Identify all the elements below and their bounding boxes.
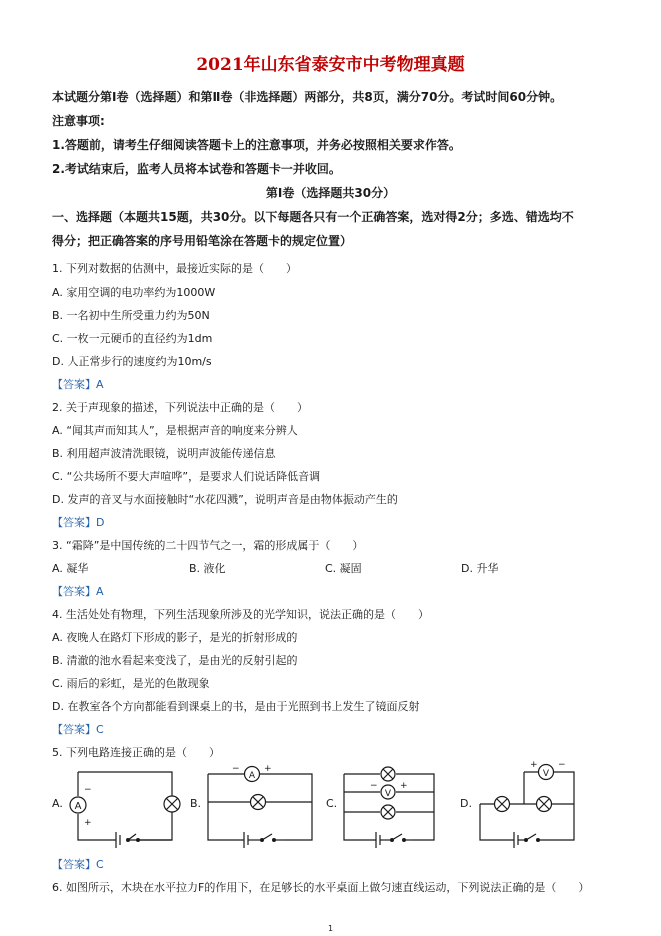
q1-option-d: D. 人正常步行的速度约为10m/s xyxy=(52,355,212,368)
q1-stem: 1. 下列对数据的估测中，最接近实际的是（ ） xyxy=(52,262,297,275)
minus-terminal: − xyxy=(232,764,240,774)
q1-option-b: B. 一名初中生所受重力约为50N xyxy=(52,309,210,322)
q5-label-b: B. xyxy=(190,797,202,810)
answer-value: A xyxy=(96,378,104,391)
q5-label-d: D. xyxy=(460,797,472,810)
plus-terminal: + xyxy=(400,781,408,791)
note-2: 2.考试结束后，监考人员将本试卷和答题卡一并收回。 xyxy=(52,162,341,176)
section-instructions-line-1: 一、选择题（本题共15题，共30分。以下每题各只有一个正确答案，选对得2分；多选、错选均不 xyxy=(52,210,574,224)
minus-terminal: − xyxy=(370,781,378,791)
q2-option-a: A. “闻其声而知其人”，是根据声音的响度来分辨人 xyxy=(52,424,298,437)
page-number: 1 xyxy=(327,924,334,933)
answer-value: D xyxy=(96,516,105,529)
notes-heading: 注意事项: xyxy=(52,114,105,128)
q2-stem: 2. 关于声现象的描述，下列说法中正确的是（ ） xyxy=(52,401,308,414)
q4-option-d: D. 在教室各个方向都能看到课桌上的书，是由于光照到书上发生了镜面反射 xyxy=(52,700,420,713)
q3-option-b: B. 液化 xyxy=(189,562,226,575)
q2-answer xyxy=(52,514,104,530)
plus-terminal: + xyxy=(84,818,92,828)
q4-option-c: C. 雨后的彩虹，是光的色散现象 xyxy=(52,677,210,690)
ammeter-label: A xyxy=(248,771,256,781)
part-one-heading: 第Ⅰ卷（选择题共30分） xyxy=(265,186,396,200)
q3-option-c: C. 凝固 xyxy=(325,562,362,575)
q1-option-c: C. 一枚一元硬币的直径约为1dm xyxy=(52,332,213,345)
answer-label: 【答案】 xyxy=(52,723,96,736)
page-title: 2021年山东省泰安市中考物理真题 xyxy=(196,55,465,75)
q2-option-b: B. 利用超声波清洗眼镜，说明声波能传递信息 xyxy=(52,447,276,460)
section-instructions-line-2: 得分；把正确答案的序号用铅笔涂在答题卡的规定位置） xyxy=(52,234,353,248)
answer-value: C xyxy=(96,858,104,871)
answer-value: A xyxy=(96,585,104,598)
exam-intro: 本试题分第Ⅰ卷（选择题）和第Ⅱ卷（非选择题）两部分，共8页，满分70分。考试时间60分钟。 xyxy=(52,90,563,104)
q2-option-d: D. 发声的音叉与水面接触时“水花四溅”，说明声音是由物体振动产生的 xyxy=(52,493,398,506)
q4-answer xyxy=(52,721,104,737)
q2-option-c: C. “公共场所不要大声喧哗”，是要求人们说话降低音调 xyxy=(52,470,321,483)
q5-label-c: C. xyxy=(326,797,338,810)
minus-terminal: − xyxy=(84,785,92,795)
answer-label: 【答案】 xyxy=(52,585,96,598)
voltmeter-label: V xyxy=(384,789,392,799)
circuit-diagram-c xyxy=(336,764,452,848)
plus-terminal: + xyxy=(530,760,538,770)
q5-label-a: A. xyxy=(52,797,63,810)
q3-answer xyxy=(52,583,104,599)
q5-stem: 5. 下列电路连接正确的是（ ） xyxy=(52,746,220,759)
plus-terminal: + xyxy=(264,764,272,774)
note-1: 1.答题前，请考生仔细阅读答题卡上的注意事项，并务必按照相关要求作答。 xyxy=(52,138,461,152)
q1-answer xyxy=(52,376,104,392)
q4-stem: 4. 生活处处有物理，下列生活现象所涉及的光学知识，说法正确的是（ ） xyxy=(52,608,429,621)
q4-option-a: A. 夜晚人在路灯下形成的影子，是光的折射形成的 xyxy=(52,631,298,644)
answer-value: C xyxy=(96,723,104,736)
answer-label: 【答案】 xyxy=(52,516,96,529)
q4-option-b: B. 清澈的池水看起来变浅了，是由光的反射引起的 xyxy=(52,654,298,667)
q1-option-a: A. 家用空调的电功率约为1000W xyxy=(52,286,216,299)
circuit-diagram-a xyxy=(64,768,184,850)
q5-answer xyxy=(52,856,104,872)
answer-label: 【答案】 xyxy=(52,378,96,391)
voltmeter-label: V xyxy=(542,769,550,779)
minus-terminal: − xyxy=(558,760,566,770)
q3-stem: 3. “霜降”是中国传统的二十四节气之一，霜的形成属于（ ） xyxy=(52,539,364,552)
answer-label: 【答案】 xyxy=(52,858,96,871)
q3-option-a: A. 凝华 xyxy=(52,562,89,575)
circuit-diagram-b xyxy=(202,764,318,848)
circuit-diagram-d xyxy=(474,758,584,848)
q3-option-d: D. 升华 xyxy=(461,562,499,575)
q6-stem: 6. 如图所示，木块在水平拉力F的作用下，在足够长的水平桌面上做匀速直线运动，下列说法正确的是（ ） xyxy=(52,881,590,894)
ammeter-label: A xyxy=(74,801,82,812)
